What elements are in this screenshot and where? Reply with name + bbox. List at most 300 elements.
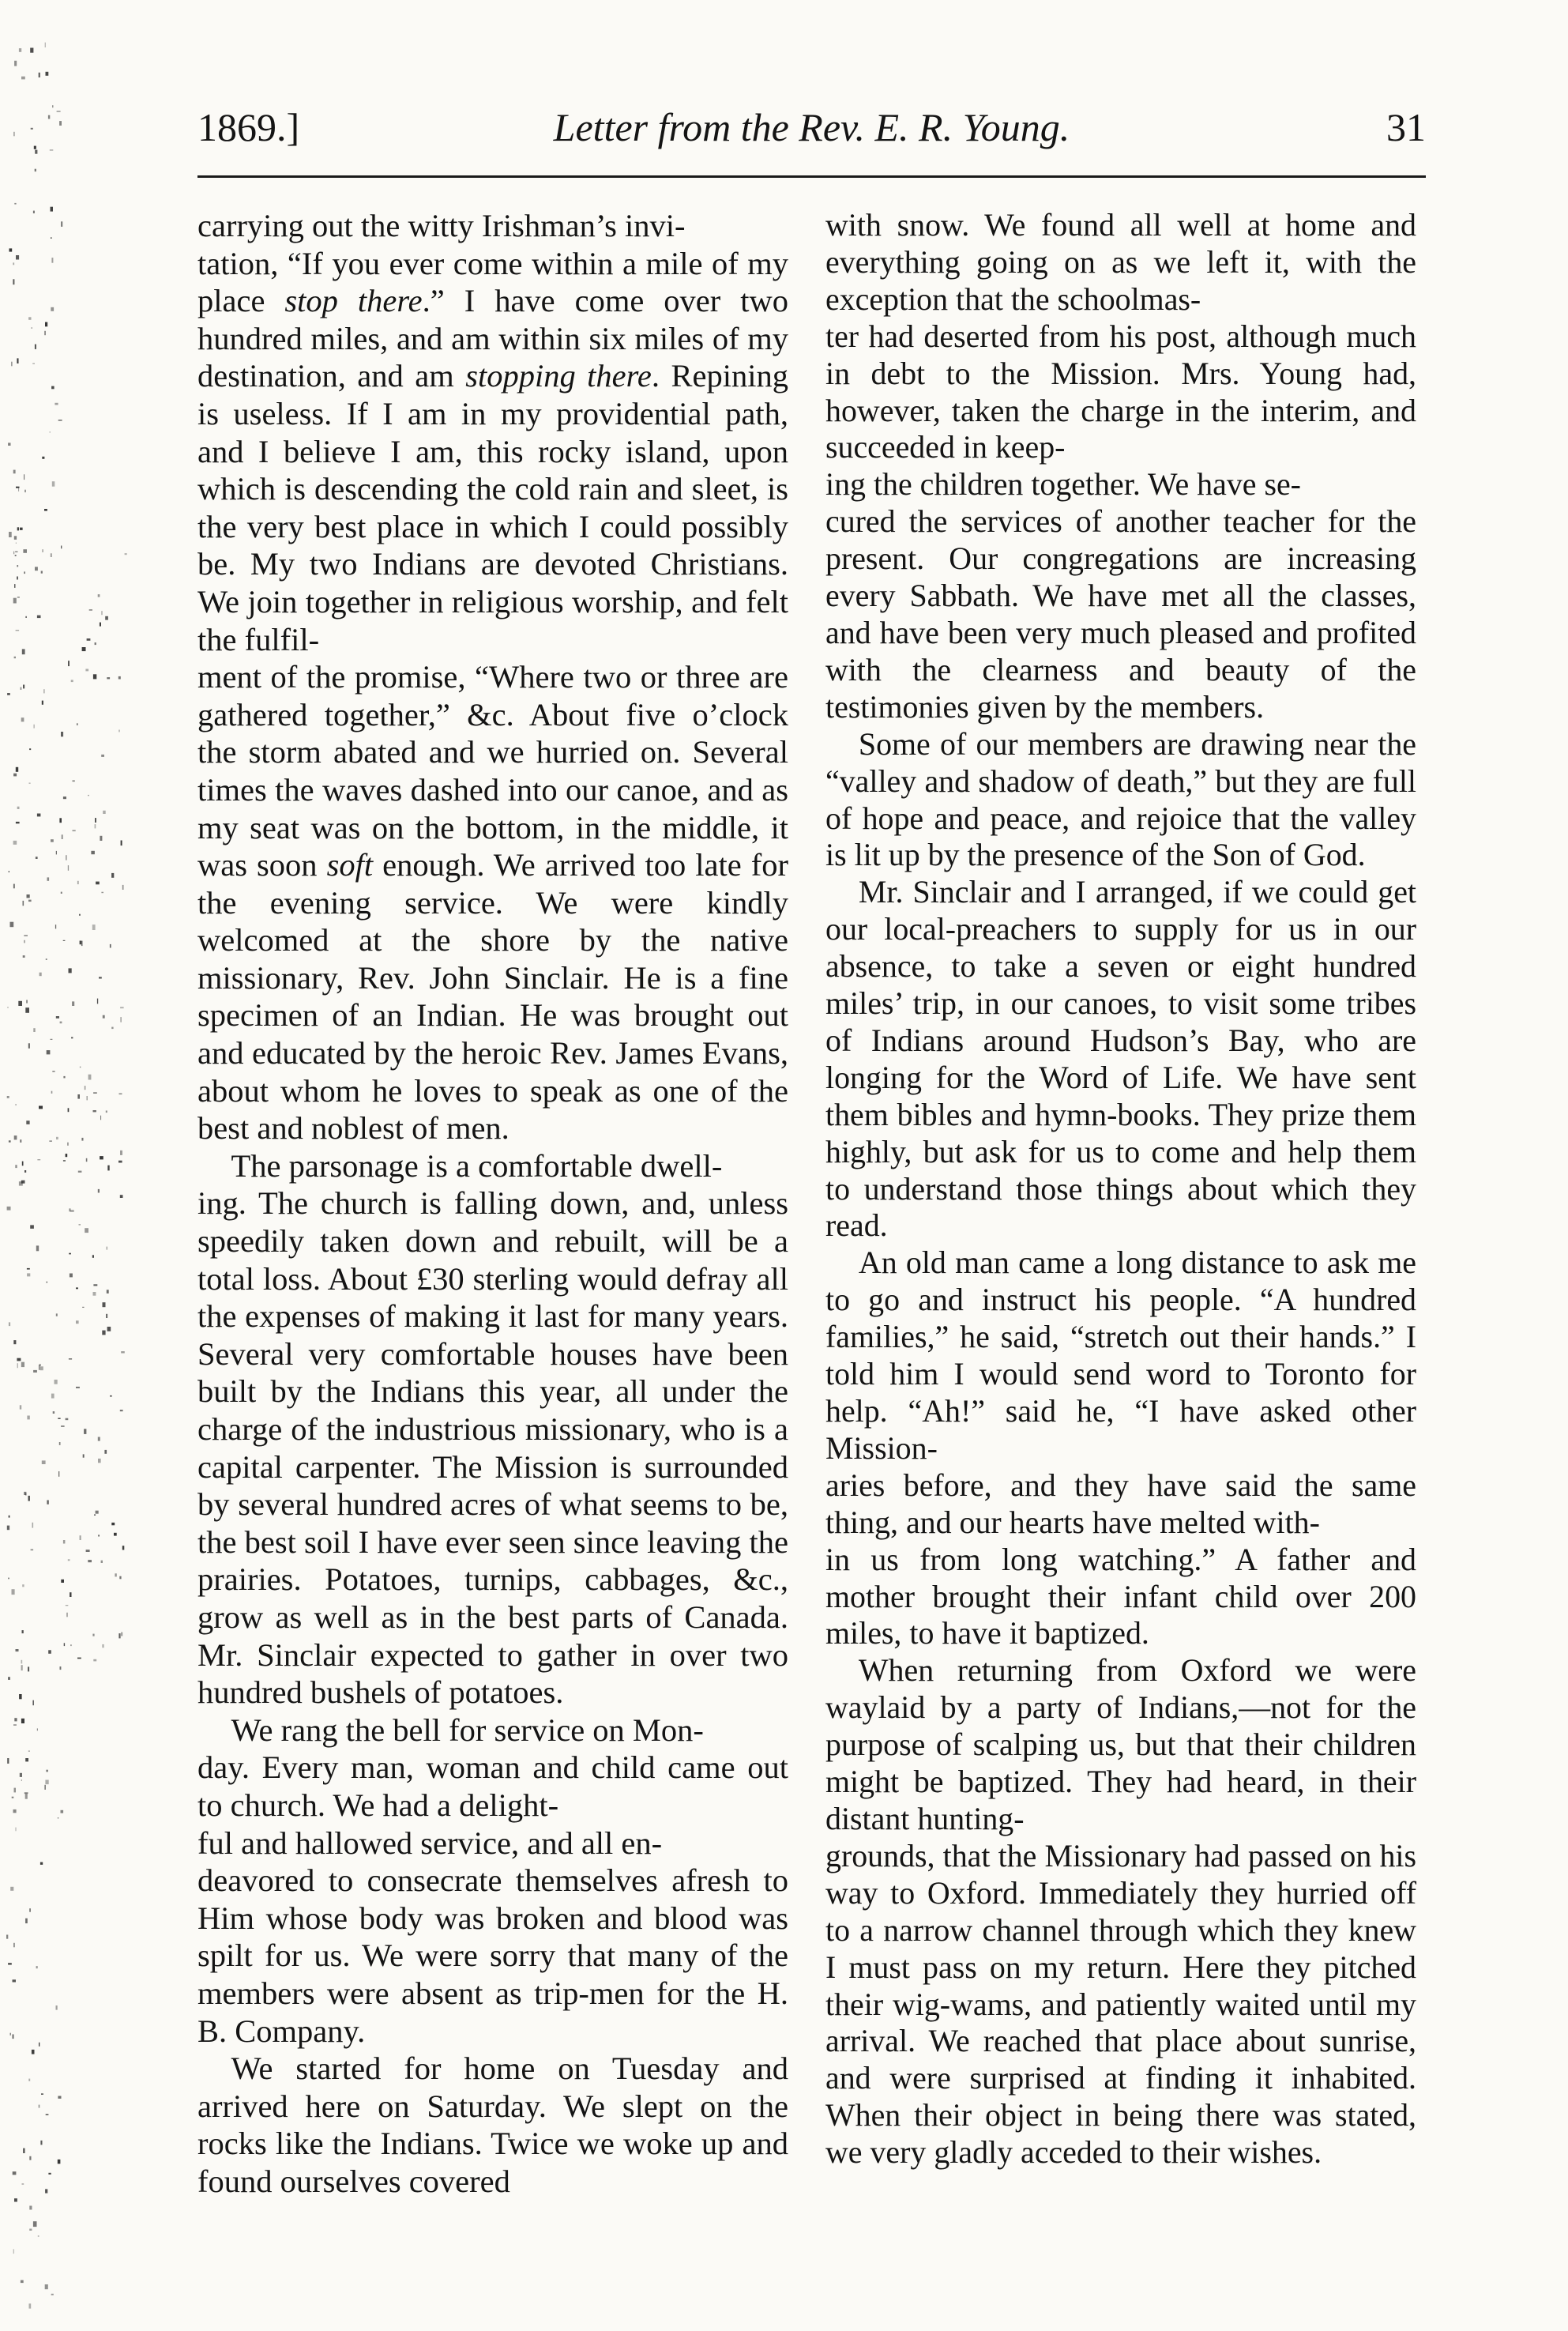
edge-speck — [51, 1394, 55, 1399]
edge-speck — [37, 1159, 40, 1160]
edge-speck — [12, 1797, 14, 1798]
edge-speck — [66, 1418, 69, 1421]
edge-speck — [23, 549, 27, 553]
binding-edge-speckle — [0, 0, 150, 2331]
edge-speck — [34, 146, 36, 149]
running-header — [197, 93, 1426, 161]
edge-speck — [29, 2156, 31, 2160]
edge-speck — [45, 322, 47, 327]
edge-speck — [28, 1751, 30, 1752]
edge-speck — [21, 77, 25, 80]
edge-speck — [13, 262, 14, 265]
edge-speck — [29, 748, 31, 750]
edge-speck — [94, 1515, 96, 1516]
edge-speck — [24, 935, 28, 936]
edge-speck — [66, 1605, 69, 1606]
edge-speck — [30, 1225, 34, 1229]
edge-speck — [107, 1247, 108, 1250]
edge-speck — [9, 248, 13, 251]
edge-speck — [58, 2096, 61, 2099]
edge-speck — [95, 642, 96, 645]
edge-speck — [95, 818, 96, 823]
edge-speck — [34, 725, 35, 729]
right-column-paragraph: Some of our members are drawing near the “valley and shadow of death,” but they are full of hope and peace, and rejoice that the valley is lit up by the presence of the Son of God. — [825, 725, 1416, 873]
edge-speck — [67, 1143, 69, 1146]
edge-speck — [70, 1210, 74, 1212]
edge-speck — [39, 1106, 43, 1109]
edge-speck — [66, 1154, 68, 1157]
edge-speck — [14, 657, 16, 658]
edge-speck — [24, 1492, 26, 1495]
edge-speck — [11, 362, 13, 367]
edge-speck — [103, 811, 106, 814]
edge-speck — [46, 72, 49, 76]
right-column — [825, 207, 1416, 2171]
edge-speck — [98, 1459, 101, 1463]
edge-speck — [13, 552, 14, 555]
edge-speck — [63, 1540, 66, 1544]
edge-speck — [76, 1320, 79, 1324]
edge-speck — [8, 1963, 12, 1965]
edge-speck — [68, 1108, 70, 1112]
edge-speck — [92, 924, 96, 930]
edge-speck — [22, 649, 25, 654]
edge-speck — [93, 1292, 96, 1296]
edge-speck — [106, 1111, 107, 1113]
edge-speck — [36, 1245, 39, 1251]
edge-speck — [13, 598, 17, 604]
edge-speck — [19, 48, 21, 52]
edge-speck — [20, 528, 23, 530]
edge-speck — [64, 1643, 65, 1646]
edge-speck — [61, 732, 63, 736]
edge-speck — [40, 2141, 42, 2145]
edge-speck — [52, 481, 55, 487]
edge-speck — [69, 1208, 70, 1211]
edge-speck — [82, 647, 86, 651]
right-column-paragraph: An old man came a long distance to ask me to go and instruct his people. “A hundred families,” he said, “stretch out their hands.” I told him I would send word to Toronto for help. “Ah!” said he, “I have asked other Mission- aries before, and they have said the same thing, and our hearts have melted with- in us from long watching.” A father and mother brought their infant child over 200 miles, to have it baptized. — [825, 1245, 1416, 1651]
edge-speck — [86, 1550, 90, 1552]
edge-speck — [97, 999, 98, 1004]
edge-speck — [72, 1001, 74, 1006]
edge-speck — [85, 1086, 86, 1090]
edge-speck — [42, 457, 44, 459]
edge-speck — [14, 1788, 17, 1793]
edge-speck — [14, 584, 16, 588]
edge-speck — [21, 1665, 23, 1670]
edge-speck — [22, 1630, 24, 1633]
edge-speck — [9, 532, 12, 537]
edge-speck — [120, 1195, 123, 1198]
edge-speck — [103, 1302, 106, 1307]
edge-speck — [59, 121, 62, 126]
edge-speck — [8, 1677, 10, 1680]
edge-speck — [58, 1418, 60, 1419]
edge-speck — [33, 1370, 37, 1373]
edge-speck — [6, 1935, 8, 1939]
edge-speck — [107, 677, 110, 679]
edge-speck — [18, 1001, 22, 1006]
edge-speck — [55, 1380, 58, 1384]
edge-speck — [63, 1160, 66, 1162]
edge-speck — [25, 1007, 29, 1013]
edge-speck — [23, 2148, 25, 2153]
edge-speck — [98, 594, 100, 597]
edge-speck — [93, 1659, 96, 1662]
edge-speck — [17, 807, 20, 809]
left-column-paragraph: carrying out the witty Irishman’s invi- tation, “If you ever come within a mile of my place stop there.” I have come over two hundred miles, and am within six miles of my destination, and am stopping there. Repining is useless. If I am in my providential path, and I believe I am, this rocky island, upon which is descending the cold rain and sleet, is the very best place in which I could possibly be. My two Indians are devoted Christians. We join together in religious worship, and felt the fulfil- ment of the promise, “Where two or three are gathered together,” &c. About five o’clock the storm abated and we hurried on. Several times the waves dashed into our canoe, and as my seat was on the bottom, in the middle, it was soon soft enough. We arrived too late for the evening service. We were kindly welcomed at the shore by the native missionary, Rev. John Sinclair. He is a fine specimen of an Indian. He was brought out and educated by the heroic Rev. James Evans, about whom he loves to speak as one of the best and noblest of men. — [197, 208, 789, 1147]
edge-speck — [56, 2005, 58, 2010]
edge-speck — [22, 2184, 24, 2185]
edge-speck — [96, 882, 100, 885]
edge-speck — [46, 958, 47, 960]
edge-speck — [103, 1015, 105, 1019]
edge-speck — [60, 1666, 62, 1670]
edge-speck — [69, 968, 72, 973]
edge-speck — [15, 555, 17, 556]
edge-speck — [25, 1794, 28, 1799]
edge-speck — [77, 723, 78, 725]
edge-speck — [41, 2093, 43, 2095]
edge-speck — [45, 2189, 47, 2193]
edge-speck — [29, 2206, 32, 2210]
edge-speck — [56, 1313, 58, 1316]
edge-speck — [17, 577, 18, 580]
edge-speck — [102, 1331, 105, 1335]
edge-speck — [106, 1314, 107, 1318]
edge-speck — [35, 150, 37, 154]
edge-speck — [19, 1181, 23, 1185]
edge-speck — [23, 901, 24, 906]
edge-speck — [118, 1633, 120, 1638]
edge-speck — [50, 431, 51, 432]
edge-speck — [32, 2050, 35, 2054]
edge-speck — [111, 1523, 115, 1525]
edge-speck — [100, 1116, 101, 1120]
edge-speck — [27, 1416, 29, 1420]
edge-speck — [21, 1719, 24, 1723]
edge-speck — [9, 1516, 10, 1518]
edge-speck — [93, 1093, 97, 1094]
edge-speck — [24, 571, 25, 574]
edge-speck — [87, 1096, 88, 1100]
edge-speck — [10, 922, 14, 928]
edge-speck — [16, 630, 20, 631]
left-column-paragraph: The parsonage is a comfortable dwell- ing. The church is falling down, and, unless speedily taken down and rebuilt, will be a total loss. About £30 sterling would defray all the expenses of making it last for many years. Several very comfortable houses have been built by the Indians this year, all under the charge of the industrious missionary, who is a capital carpenter. The Mission is surrounded by several hundred acres of what seems to be, the best soil I have ever seen since leaving the prairies. Potatoes, turnips, cabbages, &c., grow as well as in the best parts of Canada. Mr. Sinclair expected to gather in over two hundred bushels of potatoes. — [197, 1147, 788, 1711]
edge-speck — [61, 892, 62, 894]
edge-speck — [15, 1104, 16, 1105]
edge-speck — [73, 830, 76, 831]
edge-speck — [111, 873, 114, 878]
edge-speck — [28, 1043, 30, 1049]
edge-speck — [16, 255, 19, 260]
edge-speck — [76, 1387, 80, 1388]
edge-speck — [45, 1780, 48, 1785]
edge-speck — [19, 1694, 22, 1699]
edge-speck — [16, 543, 17, 544]
edge-speck — [55, 403, 58, 405]
edge-speck — [107, 1166, 109, 1171]
edge-speck — [88, 1075, 92, 1080]
left-column-paragraph: We rang the bell for service on Mon- day. Every man, woman and child came out to church. We had a delight- ful and hallowed service, and all en- deavored to consecrate themselves afresh to Him whose body was broken and blood was spilt for us. We were sorry that many of the members were absent as trip-men for the H. B. Company. — [197, 1712, 788, 2049]
right-column-paragraph: with snow. We found all well at home and everything going on as we left it, with the exception that the schoolmas- ter had deserted from his post, although much in debt to the Mission. Mrs. Young had, however, taken the charge in the interim, and succeeded in keep- ing the children together. We have se- cured the services of another teacher for the present. Our congregations are increasing every Sabbath. We have met all the classes, and have been very much pleased and profited with the clearness and beauty of the testimonies given by the members. — [825, 207, 1416, 725]
edge-speck — [22, 1162, 24, 1166]
edge-speck — [25, 1758, 28, 1761]
edge-speck — [56, 1016, 59, 1019]
edge-speck — [58, 2160, 61, 2164]
edge-speck — [20, 1405, 21, 1409]
edge-speck — [49, 1140, 52, 1142]
edge-speck — [39, 2105, 40, 2108]
edge-speck — [101, 1561, 103, 1563]
edge-speck — [10, 1887, 13, 1891]
edge-speck — [21, 687, 22, 690]
edge-speck — [15, 1165, 17, 1168]
edge-speck — [39, 73, 40, 77]
edge-speck — [76, 1287, 78, 1289]
edge-speck — [58, 420, 62, 421]
edge-speck — [63, 796, 66, 799]
edge-speck — [20, 1139, 21, 1143]
edge-speck — [48, 2173, 51, 2175]
edge-speck — [120, 1007, 124, 1008]
edge-speck — [31, 128, 33, 130]
edge-speck — [115, 1573, 116, 1576]
edge-speck — [44, 509, 47, 511]
edge-speck — [13, 1340, 16, 1344]
edge-speck — [51, 2294, 54, 2295]
edge-speck — [51, 553, 52, 557]
edge-speck — [13, 2249, 14, 2254]
edge-speck — [13, 132, 15, 137]
edge-speck — [101, 611, 102, 615]
edge-speck — [7, 693, 10, 695]
edge-speck — [25, 616, 26, 618]
edge-speck — [93, 674, 96, 679]
edge-speck — [99, 977, 102, 978]
edge-speck — [13, 1979, 17, 1982]
edge-speck — [100, 1156, 103, 1159]
edge-speck — [24, 1170, 26, 1173]
edge-speck — [36, 857, 38, 859]
edge-speck — [13, 884, 15, 889]
edge-speck — [125, 553, 127, 555]
edge-speck — [39, 1365, 40, 1370]
edge-speck — [7, 1758, 9, 1764]
edge-speck — [119, 1094, 122, 1095]
edge-speck — [118, 676, 121, 680]
edge-speck — [101, 892, 103, 894]
edge-speck — [77, 1658, 81, 1659]
edge-speck — [73, 781, 75, 782]
edge-speck — [68, 865, 69, 871]
edge-speck — [95, 824, 96, 828]
edge-speck — [46, 1770, 48, 1772]
edge-speck — [26, 1120, 29, 1124]
edge-speck — [37, 814, 41, 817]
edge-speck — [51, 1039, 53, 1040]
edge-speck — [42, 1460, 46, 1464]
edge-speck — [56, 851, 57, 855]
edge-speck — [10, 2033, 11, 2035]
edge-speck — [33, 211, 35, 213]
edge-speck — [21, 1779, 22, 1781]
edge-speck — [33, 1700, 34, 1706]
edge-speck — [70, 1644, 71, 1646]
edge-speck — [17, 358, 18, 363]
edge-speck — [60, 1022, 62, 1024]
edge-speck — [52, 1071, 55, 1072]
edge-speck — [59, 1442, 61, 1445]
edge-speck — [27, 1273, 30, 1276]
edge-speck — [23, 955, 25, 958]
edge-speck — [80, 941, 82, 945]
edge-speck — [18, 488, 19, 491]
edge-speck — [36, 1966, 38, 1968]
edge-speck — [98, 1437, 100, 1441]
edge-speck — [16, 1828, 17, 1832]
edge-speck — [13, 841, 17, 845]
edge-speck — [69, 1253, 71, 1255]
edge-speck — [26, 1000, 28, 1004]
edge-speck — [61, 546, 62, 549]
edge-speck — [100, 623, 101, 627]
edge-speck — [82, 1307, 84, 1308]
edge-speck — [28, 900, 32, 902]
edge-speck — [57, 111, 61, 112]
edge-speck — [32, 363, 35, 364]
edge-speck — [63, 940, 66, 941]
edge-speck — [114, 1533, 117, 1536]
edge-speck — [29, 783, 31, 784]
right-column-paragraph: When returning from Oxford we were waylaid by a party of Indians,—not for the purpose of scalping us, but that their children might be baptized. They had heard, in their distant hunting- grounds, that the Missionary had passed on his way to Oxford. Immediately they hurried off to a narrow channel through which they knew I must pass on my return. Here they pitched their wig-wams, and patiently waited until my arrival. We reached that place about sunrise, and were surprised at finding it inhabited. When their object in being there was stated, we very gladly acceded to their wishes. — [825, 1652, 1416, 2171]
edge-speck — [30, 48, 33, 53]
edge-speck — [91, 851, 95, 854]
edge-speck — [120, 1150, 122, 1155]
edge-speck — [13, 470, 16, 474]
edge-speck — [24, 940, 25, 943]
edge-speck — [84, 1429, 86, 1434]
edge-speck — [14, 61, 17, 66]
edge-speck — [51, 839, 54, 842]
edge-speck — [13, 1809, 17, 1813]
edge-speck — [47, 1501, 48, 1504]
edge-speck — [14, 536, 17, 540]
edge-speck — [77, 881, 79, 884]
edge-speck — [20, 1773, 22, 1777]
edge-speck — [51, 1091, 53, 1094]
edge-speck — [51, 237, 52, 239]
edge-speck — [51, 207, 54, 212]
edge-speck — [41, 571, 43, 574]
edge-speck — [37, 1728, 38, 1730]
edge-speck — [63, 1076, 65, 1079]
edge-speck — [55, 924, 56, 928]
edge-speck — [48, 115, 50, 119]
edge-speck — [121, 1632, 122, 1636]
edge-speck — [66, 1613, 68, 1617]
edge-speck — [12, 1589, 15, 1595]
edge-speck — [118, 1161, 122, 1163]
edge-speck — [17, 527, 19, 530]
edge-speck — [104, 1450, 107, 1454]
edge-speck — [45, 43, 46, 47]
right-column-paragraph: Mr. Sinclair and I arranged, if we could get our local-preachers to supply for us in our absence, to take a seven or eight hundred miles’ trip, in our canoes, to visit some tribes of Indians around Hudson’s Bay, who are longing for the Word of Life. We have sent them bibles and hymn-books. They prize them highly, but ask for us to come and help them to understand those things about which they read. — [825, 874, 1416, 1244]
edge-speck — [21, 1660, 23, 1664]
edge-speck — [100, 836, 102, 841]
edge-speck — [98, 1535, 100, 1536]
edge-speck — [80, 1535, 81, 1540]
edge-speck — [14, 2198, 17, 2201]
edge-speck — [77, 1094, 80, 1099]
edge-speck — [81, 1138, 83, 1141]
edge-speck — [38, 2235, 39, 2236]
edge-speck — [32, 1523, 34, 1528]
edge-speck — [23, 685, 24, 689]
edge-speck — [87, 638, 91, 641]
edge-speck — [28, 2079, 30, 2081]
edge-speck — [7, 1207, 11, 1211]
edge-speck — [27, 894, 30, 898]
edge-speck — [29, 1908, 31, 1912]
edge-speck — [22, 1584, 24, 1587]
edge-speck — [120, 1410, 123, 1411]
edge-speck — [93, 1110, 96, 1112]
edge-speck — [121, 1351, 125, 1353]
edge-speck — [101, 755, 104, 757]
page-number: 31 — [1386, 105, 1426, 149]
edge-speck — [83, 1454, 85, 1457]
edge-speck — [13, 774, 17, 777]
edge-speck — [68, 1559, 70, 1561]
edge-speck — [119, 730, 120, 732]
left-column-paragraph: We started for home on Tuesday and arrived here on Saturday. We slept on the rocks like the Indians. Twice we woke up and found ourselves covered — [197, 2050, 788, 2199]
edge-speck — [56, 1137, 58, 1139]
edge-speck — [121, 841, 122, 846]
edge-speck — [102, 1644, 103, 1648]
edge-speck — [78, 1171, 82, 1173]
header-rule — [197, 175, 1426, 178]
edge-speck — [51, 307, 54, 311]
edge-speck — [96, 1511, 99, 1514]
edge-speck — [31, 1550, 34, 1551]
edge-speck — [58, 1471, 59, 1477]
edge-speck — [17, 1363, 18, 1368]
header-title: Letter from the Rev. E. R. Young. — [553, 105, 1070, 149]
edge-speck — [7, 1526, 9, 1531]
edge-speck — [13, 1724, 17, 1726]
edge-speck — [92, 1255, 94, 1258]
edge-speck — [119, 1576, 121, 1580]
edge-speck — [93, 1284, 97, 1286]
edge-speck — [79, 1224, 81, 1226]
edge-speck — [13, 279, 14, 284]
edge-speck — [92, 1634, 94, 1636]
edge-speck — [51, 386, 55, 390]
edge-speck — [68, 661, 70, 666]
edge-speck — [44, 331, 46, 335]
edge-speck — [14, 203, 16, 205]
edge-speck — [28, 317, 31, 320]
edge-speck — [8, 1578, 9, 1580]
edge-speck — [35, 169, 36, 171]
edge-speck — [40, 1366, 43, 1370]
edge-speck — [8, 442, 10, 446]
edge-speck — [111, 1027, 113, 1030]
header-year: 1869.] — [197, 105, 300, 149]
edge-speck — [110, 1395, 112, 1397]
edge-speck — [88, 1560, 92, 1562]
